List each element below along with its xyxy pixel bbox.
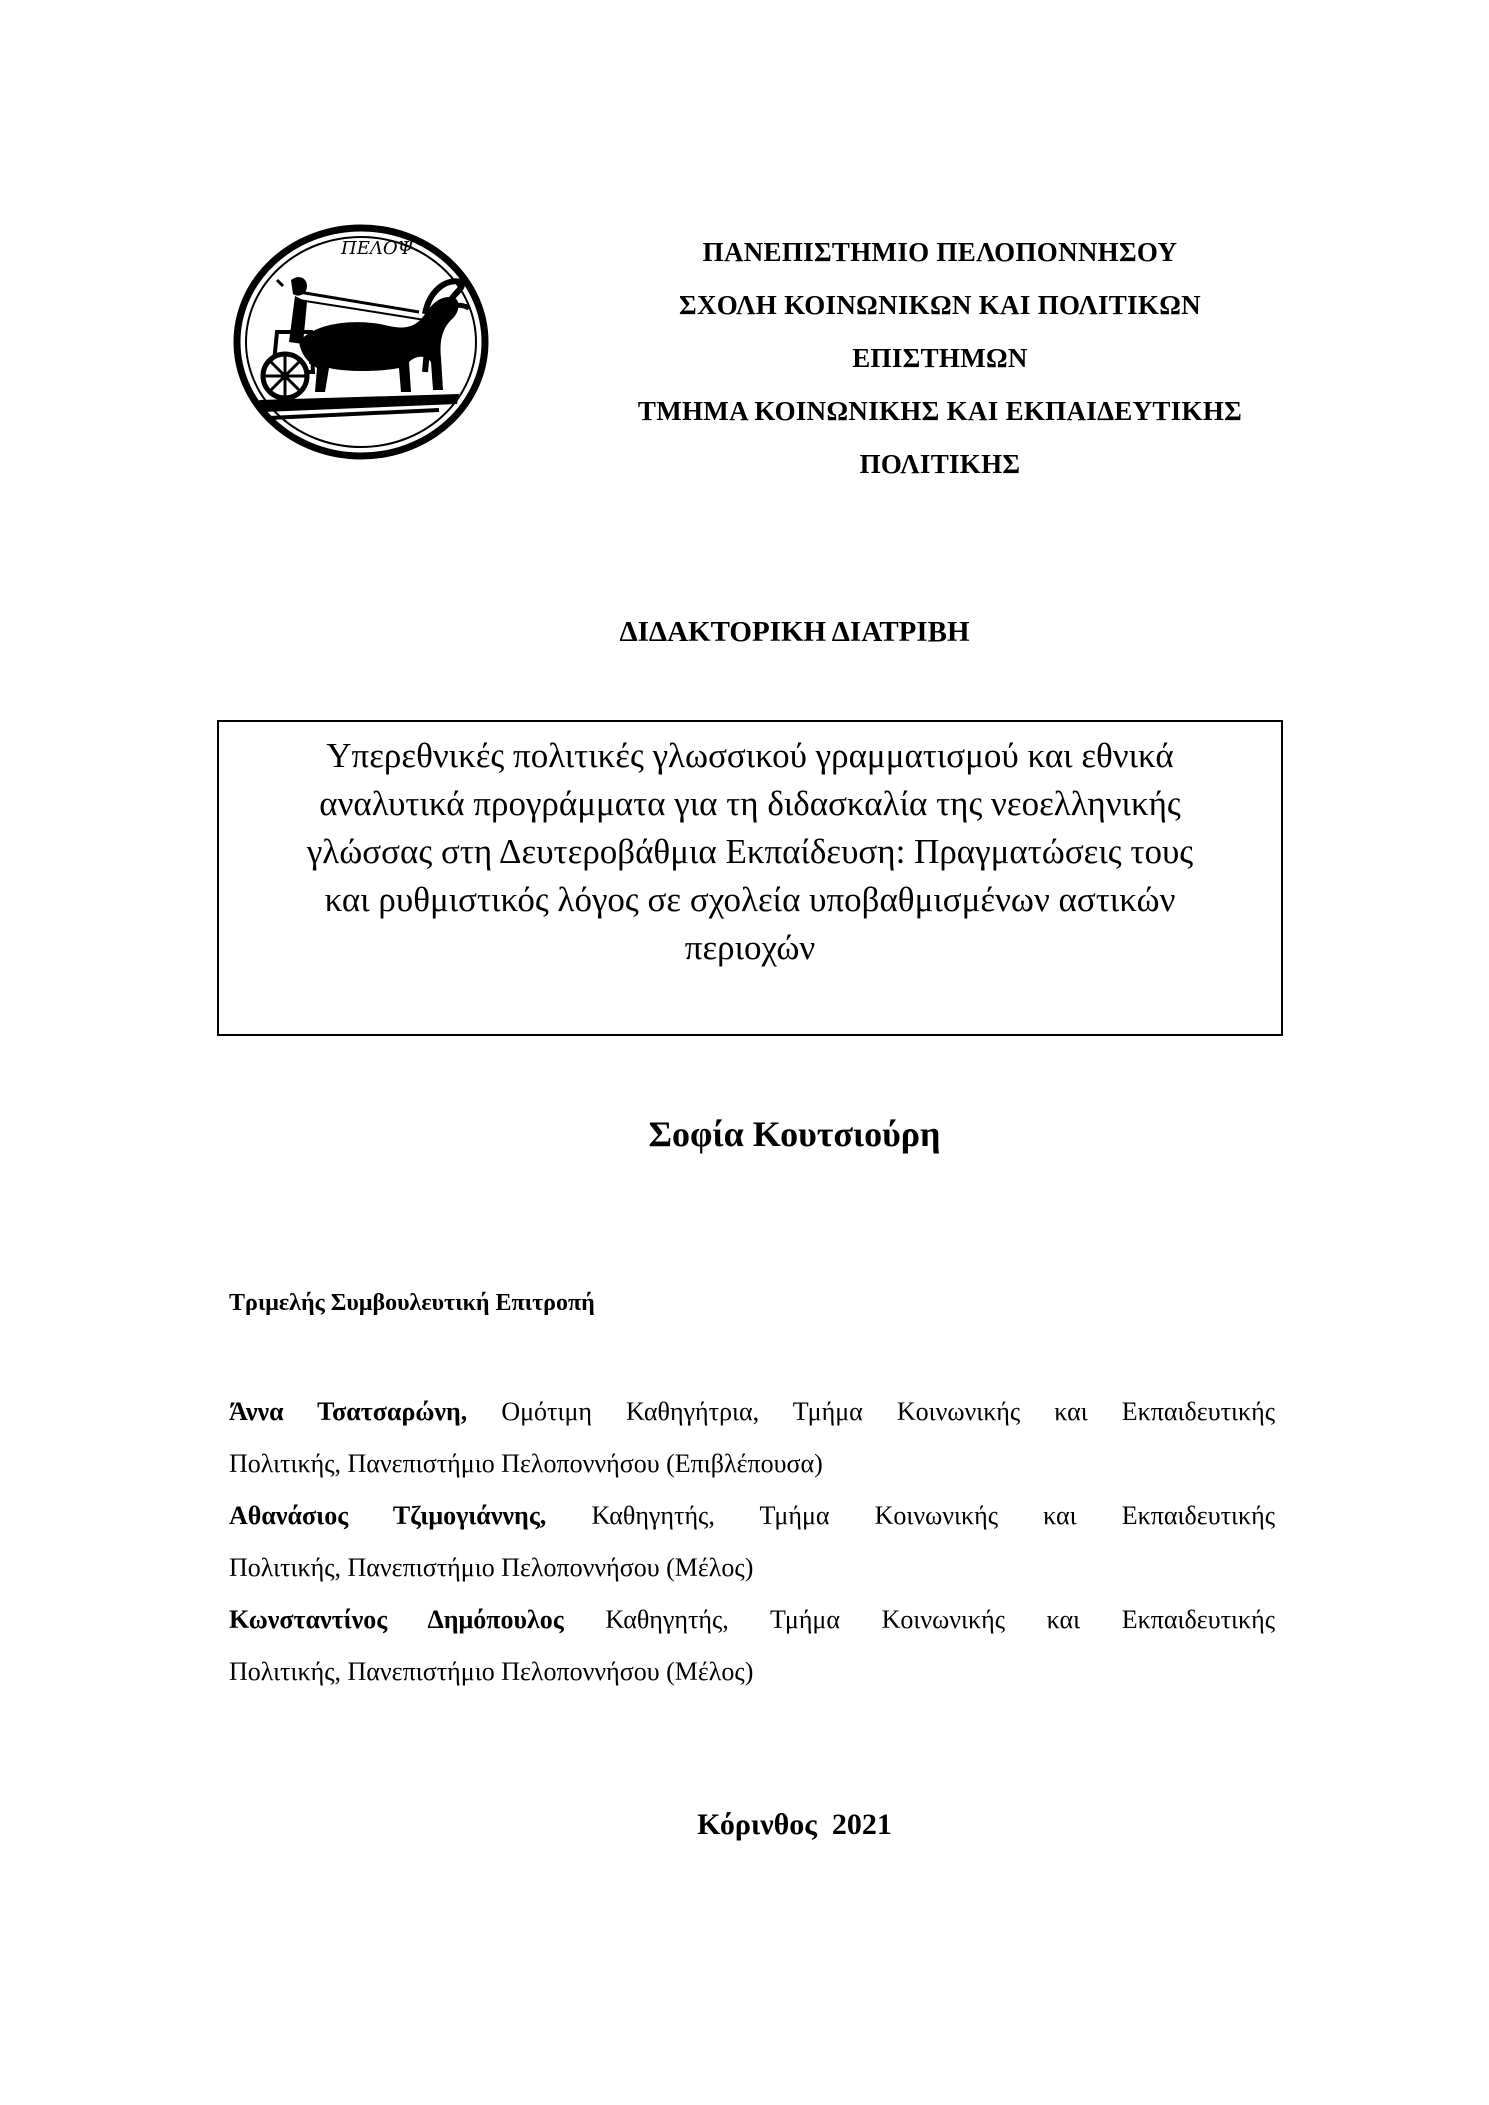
author-name: Σοφία Κουτσιούρη [648,1114,941,1154]
thesis-type: ΔΙΔΑΚΤΟΡΙΚΗ ΔΙΑΤΡΙΒΗ [619,616,970,648]
member-affiliation: Πολιτικής, Πανεπιστήμιο Πελοποννήσου (Επιβλέπουσα) [229,1449,823,1478]
member-name: Αθανάσιος Τζιμογιάννης, [229,1501,547,1530]
seal-inscription: ΠΕΛΟΨ [341,238,414,259]
header-department: ΤΜΗΜΑ ΚΟΙΝΩΝΙΚΗΣ ΚΑΙ ΕΚΠΑΙΔΕΥΤΙΚΗΣ [637,396,1243,426]
title-line: αναλυτικά προγράμματα για τη διδασκαλία της νεοελληνικής [319,784,1181,823]
member-line [229,1594,1275,1646]
university-seal [229,222,494,462]
member-name: Κωνσταντίνος Δημόπουλος [229,1605,564,1634]
title-box [217,720,1283,1036]
title-line: και ρυθμιστικός λόγος σε σχολεία υποβαθμισμένων αστικών [324,880,1176,919]
member-affiliation: Πολιτικής, Πανεπιστήμιο Πελοποννήσου (Μέλος) [229,1657,754,1686]
thesis-title [219,732,1281,972]
header-school-cont: ΕΠΙΣΤΗΜΩΝ [852,343,1028,373]
title-line: γλώσσας στη Δευτεροβάθμια Εκπαίδευση: Πραγματώσεις τους [306,832,1194,871]
member-line [229,1386,1275,1438]
committee-members [229,1386,1275,1698]
chariot-seal-icon [229,222,494,462]
title-line: Υπερεθνικές πολιτικές γλωσσικού γραμματισμού και εθνικά [326,736,1174,775]
member-affiliation: Πολιτικής, Πανεπιστήμιο Πελοποννήσου (Μέλος) [229,1553,754,1582]
header-department-cont: ΠΟΛΙΤΙΚΗΣ [859,449,1021,479]
header-school: ΣΧΟΛΗ ΚΟΙΝΩΝΙΚΩΝ ΚΑΙ ΠΟΛΙΤΙΚΩΝ [679,290,1201,320]
member-role: Καθηγητής, Τμήμα Κοινωνικής και Εκπαιδευτικής [605,1605,1275,1634]
place-and-year: Κόρινθος 2021 [697,1808,892,1841]
title-line: περιοχών [684,928,816,967]
member-name: Άννα Τσατσαρώνη, [229,1397,468,1426]
member-role: Καθηγητής, Τμήμα Κοινωνικής και Εκπαιδευτικής [591,1501,1275,1530]
university-header [560,226,1320,491]
header-university: ΠΑΝΕΠΙΣΤΗΜΙΟ ΠΕΛΟΠΟΝΝΗΣΟΥ [702,237,1178,267]
member-line [229,1490,1275,1542]
committee-heading: Τριμελής Συμβουλευτική Επιτροπή [229,1290,595,1316]
member-role: Ομότιμη Καθηγήτρια, Τμήμα Κοινωνικής και Εκπαιδευτικής [501,1397,1275,1426]
